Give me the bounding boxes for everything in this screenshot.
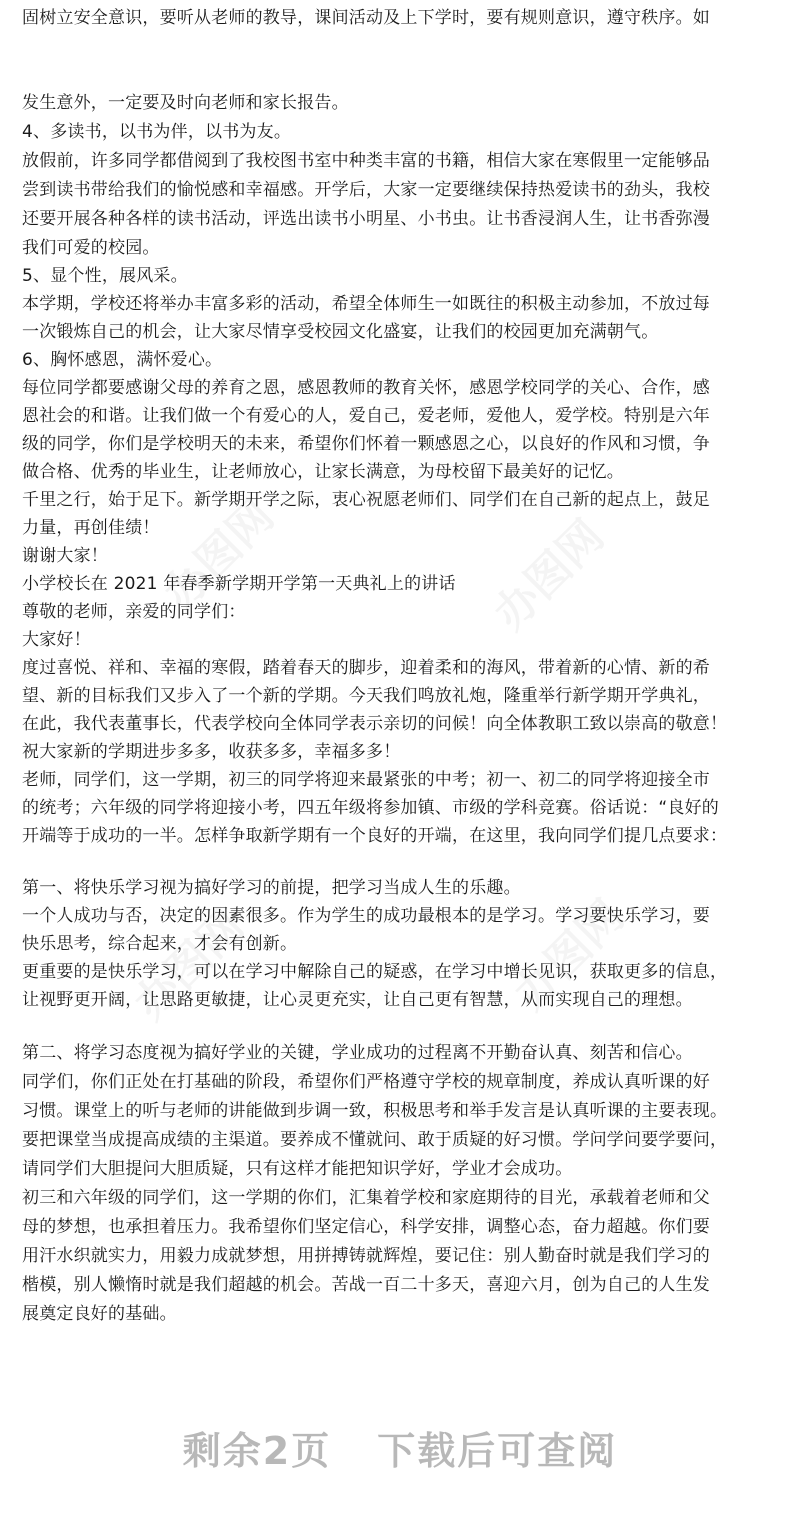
text-line: 开端等于成功的一半。怎样争取新学期有一个良好的开端，在这里，我向同学们提几点要求： [22,826,728,846]
text-line: 6、胸怀感恩，满怀爱心。 [22,350,223,370]
text-line: 习惯。课堂上的听与老师的讲能做到步调一致，积极思考和举手发言是认真听课的主要表现。 [22,1101,728,1121]
text-line: 小学校长在 2021 年春季新学期开学第一天典礼上的讲话 [22,574,456,594]
text-line: 尝到读书带给我们的愉悦感和幸福感。开学后，大家一定要继续保持热爱读书的劲头，我校 [22,180,710,200]
download-to-view-label[interactable]: 下载后可查阅 [377,1429,618,1473]
text-line: 5、显个性，展风采。 [22,266,188,286]
text-line: 每位同学都要感谢父母的养育之恩，感恩教师的教育关怀，感恩学校同学的关心、合作，感 [22,378,710,398]
remaining-pages-label: 剩余2页 [182,1429,332,1473]
text-line: 谢谢大家！ [22,546,108,566]
text-line: 力量，再创佳绩！ [22,518,160,538]
text-line: 固树立安全意识，要听从老师的教导，课间活动及上下学时，要有规则意识，遵守秩序。如 [22,8,710,28]
download-prompt-banner[interactable] [0,1420,800,1480]
text-line: 用汗水织就实力，用毅力成就梦想，用拼搏铸就辉煌，要记住：别人勤奋时就是我们学习的 [22,1246,710,1266]
text-line: 要把课堂当成提高成绩的主渠道。要养成不懂就问、敢于质疑的好习惯。学问学问要学要问， [22,1130,728,1150]
text-line: 初三和六年级的同学们，这一学期的你们，汇集着学校和家庭期待的目光，承载着老师和父 [22,1188,710,1208]
text-line: 4、多读书，以书为伴，以书为友。 [22,122,292,142]
text-line: 祝大家新的学期进步多多，收获多多，幸福多多！ [22,742,401,762]
watermark [477,503,616,642]
text-line: 做合格、优秀的毕业生，让老师放心，让家长满意，为母校留下最美好的记忆。 [22,462,624,482]
text-line: 第二、将学习态度视为搞好学业的关键，学业成功的过程离不开勤奋认真、刻苦和信心。 [22,1043,693,1063]
text-line: 展奠定良好的基础。 [22,1304,177,1324]
text-line: 母的梦想，也承担着压力。我希望你们坚定信心，科学安排，调整心态，奋力超越。你们要 [22,1217,710,1237]
text-line: 在此，我代表董事长，代表学校向全体同学表示亲切的问候！向全体教职工致以崇高的敬意！ [22,714,728,734]
text-line: 发生意外，一定要及时向老师和家长报告。 [22,93,349,113]
text-line: 同学们，你们正处在打基础的阶段，希望你们严格遵守学校的规章制度，养成认真听课的好 [22,1072,710,1092]
text-line: 放假前，许多同学都借阅到了我校图书室中种类丰富的书籍，相信大家在寒假里一定能够品 [22,151,710,171]
text-line: 还要开展各种各样的读书活动，评选出读书小明星、小书虫。让书香浸润人生，让书香弥漫 [22,209,710,229]
text-line: 楷模，别人懒惰时就是我们超越的机会。苦战一百二十多天，喜迎六月，创为自己的人生发 [22,1275,710,1295]
text-line: 本学期，学校还将举办丰富多彩的活动，希望全体师生一如既往的积极主动参加，不放过每 [22,294,710,314]
text-line: 一个人成功与否，决定的因素很多。作为学生的成功最根本的是学习。学习要快乐学习，要 [22,906,710,926]
text-line: 望、新的目标我们又步入了一个新的学期。今天我们鸣放礼炮，隆重举行新学期开学典礼， [22,686,710,706]
text-line: 我们可爱的校园。 [22,238,160,258]
text-line: 度过喜悦、祥和、幸福的寒假，踏着春天的脚步，迎着柔和的海风，带着新的心情、新的希 [22,658,710,678]
text-line: 请同学们大胆提问大胆质疑，只有这样才能把知识学好，学业才会成功。 [22,1159,573,1179]
text-line: 让视野更开阔，让思路更敏捷，让心灵更充实，让自己更有智慧，从而实现自己的理想。 [22,990,693,1010]
text-line: 老师，同学们，这一学期，初三的同学将迎来最紧张的中考；初一、初二的同学将迎接全市 [22,770,710,790]
text-line: 一次锻炼自己的机会，让大家尽情享受校园文化盛宴，让我们的校园更加充满朝气。 [22,322,659,342]
text-line: 恩社会的和谐。让我们做一个有爱心的人，爱自己，爱老师，爱他人，爱学校。特别是六年 [22,406,710,426]
text-line: 快乐思考，综合起来，才会有创新。 [22,934,298,954]
text-line: 千里之行，始于足下。新学期开学之际，衷心祝愿老师们、同学们在自己新的起点上，鼓足 [22,490,710,510]
text-line: 尊敬的老师，亲爱的同学们： [22,602,246,622]
text-line: 第一、将快乐学习视为搞好学习的前提，把学习当成人生的乐趣。 [22,878,521,898]
text-line: 级的同学，你们是学校明天的未来，希望你们怀着一颗感恩之心，以良好的作风和习惯，争 [22,434,710,454]
text-line: 大家好！ [22,630,91,650]
text-line: 更重要的是快乐学习，可以在学习中解除自己的疑惑，在学习中增长见识，获取更多的信息， [22,962,728,982]
text-line: 的统考；六年级的同学将迎接小考，四五年级将参加镇、市级的学科竞赛。俗话说：“良好的 [22,798,720,818]
